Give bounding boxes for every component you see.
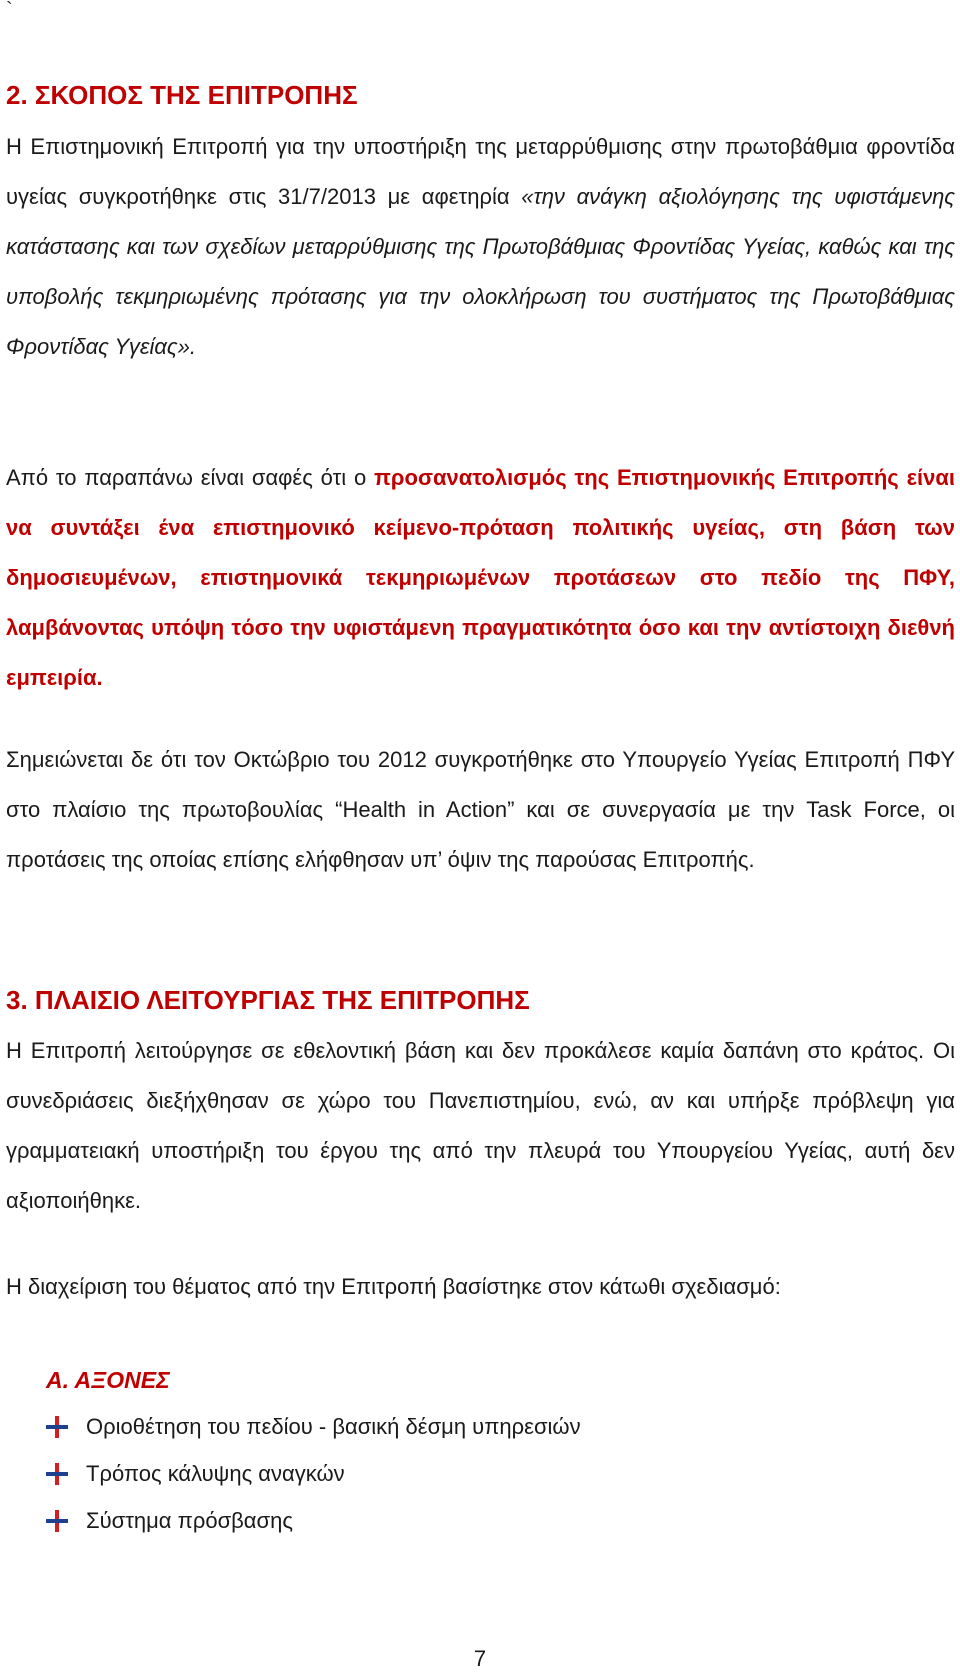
section-2-paragraph-3: Σημειώνεται δε ότι τον Οκτώβριο του 2012 συγκροτήθηκε στο Υπουργείο Υγείας Επιτροπή ΠΦΥ στο πλαίσιο της πρωτοβουλίας “Health in Action” και σε συνεργασία με την Task Force, οι προτάσεις της οποίας επίσης ελήφθησαν υπ’ όψιν της παρούσας Επιτροπής. [6,747,955,872]
paragraph-2-highlight: προσανατολισμός της Επιστημονικής Επιτροπής είναι να συντάξει ένα επιστημονικό κείμενο-πρόταση πολιτικής υγείας, στη βάση των δημοσιευμένων, επιστημονικά τεκμηριωμένων προτάσεων στο πεδίο της ΠΦΥ, λαμβάνοντας υπόψη τόσο την υφιστάμενη πραγματικότητα όσο και την αντίστοιχη διεθνή εμπειρία. [6,465,955,690]
bullet-item [46,1506,293,1536]
bullet-label: Οριοθέτηση του πεδίου - βασική δέσμη υπηρεσιών [86,1414,581,1439]
section-3-paragraph-1: Η Επιτροπή λειτούργησε σε εθελοντική βάση και δεν προκάλεσε καμία δαπάνη στο κράτος. Οι συνεδριάσεις διεξήχθησαν σε χώρο του Πανεπιστημίου, ενώ, αν και υπήρξε πρόβλεψη για γραμματειακή υποστήριξη του έργου της από την πλευρά του Υπουργείου Υγείας, αυτή δεν αξιοποιήθηκε. [6,1038,955,1213]
section-2-paragraph-1 [6,122,955,372]
page-number: 7 [473,1646,487,1671]
plus-bullet-icon [46,1510,68,1532]
plus-bullet-icon [46,1463,68,1485]
bullet-label: Τρόπος κάλυψης αναγκών [86,1461,345,1486]
plus-bullet-icon [46,1416,68,1438]
stray-mark: ` [6,0,13,21]
paragraph-1-quote: «την ανάγκη αξιολόγησης της υφιστάμενης κατάστασης και των σχεδίων μεταρρύθμισης της Πρωτοβάθμιας Φροντίδας Υγείας, καθώς και της υποβολής τεκμηριωμένης πρότασης για την ολοκλήρωση του συστήματος της Πρωτοβάθμιας Φροντίδας Υγείας». [6,184,955,359]
section-3-heading: 3. ΠΛΑΙΣΙΟ ΛΕΙΤΟΥΡΓΙΑΣ ΤΗΣ ΕΠΙΤΡΟΠΗΣ [6,985,530,1015]
bullet-item [46,1459,345,1489]
axes-subheading: Α. ΑΞΟΝΕΣ [46,1367,170,1393]
section-2-paragraph-2 [6,453,955,703]
paragraph-1-plain: Η Επιστημονική Επιτροπή για την υποστήριξη της μεταρρύθμισης στην πρωτοβάθμια φροντίδα υγείας συγκροτήθηκε στις 31/7/2013 με αφετηρία [6,134,955,209]
paragraph-2-plain: Από το παραπάνω είναι σαφές ότι ο [6,465,375,490]
bullet-label: Σύστημα πρόσβασης [86,1508,293,1533]
section-2-heading: 2. ΣΚΟΠΟΣ ΤΗΣ ΕΠΙΤΡΟΠΗΣ [6,80,358,110]
bullet-item [46,1412,581,1442]
section-3-paragraph-2: Η διαχείριση του θέματος από την Επιτροπή βασίστηκε στον κάτωθι σχεδιασμό: [6,1274,781,1299]
